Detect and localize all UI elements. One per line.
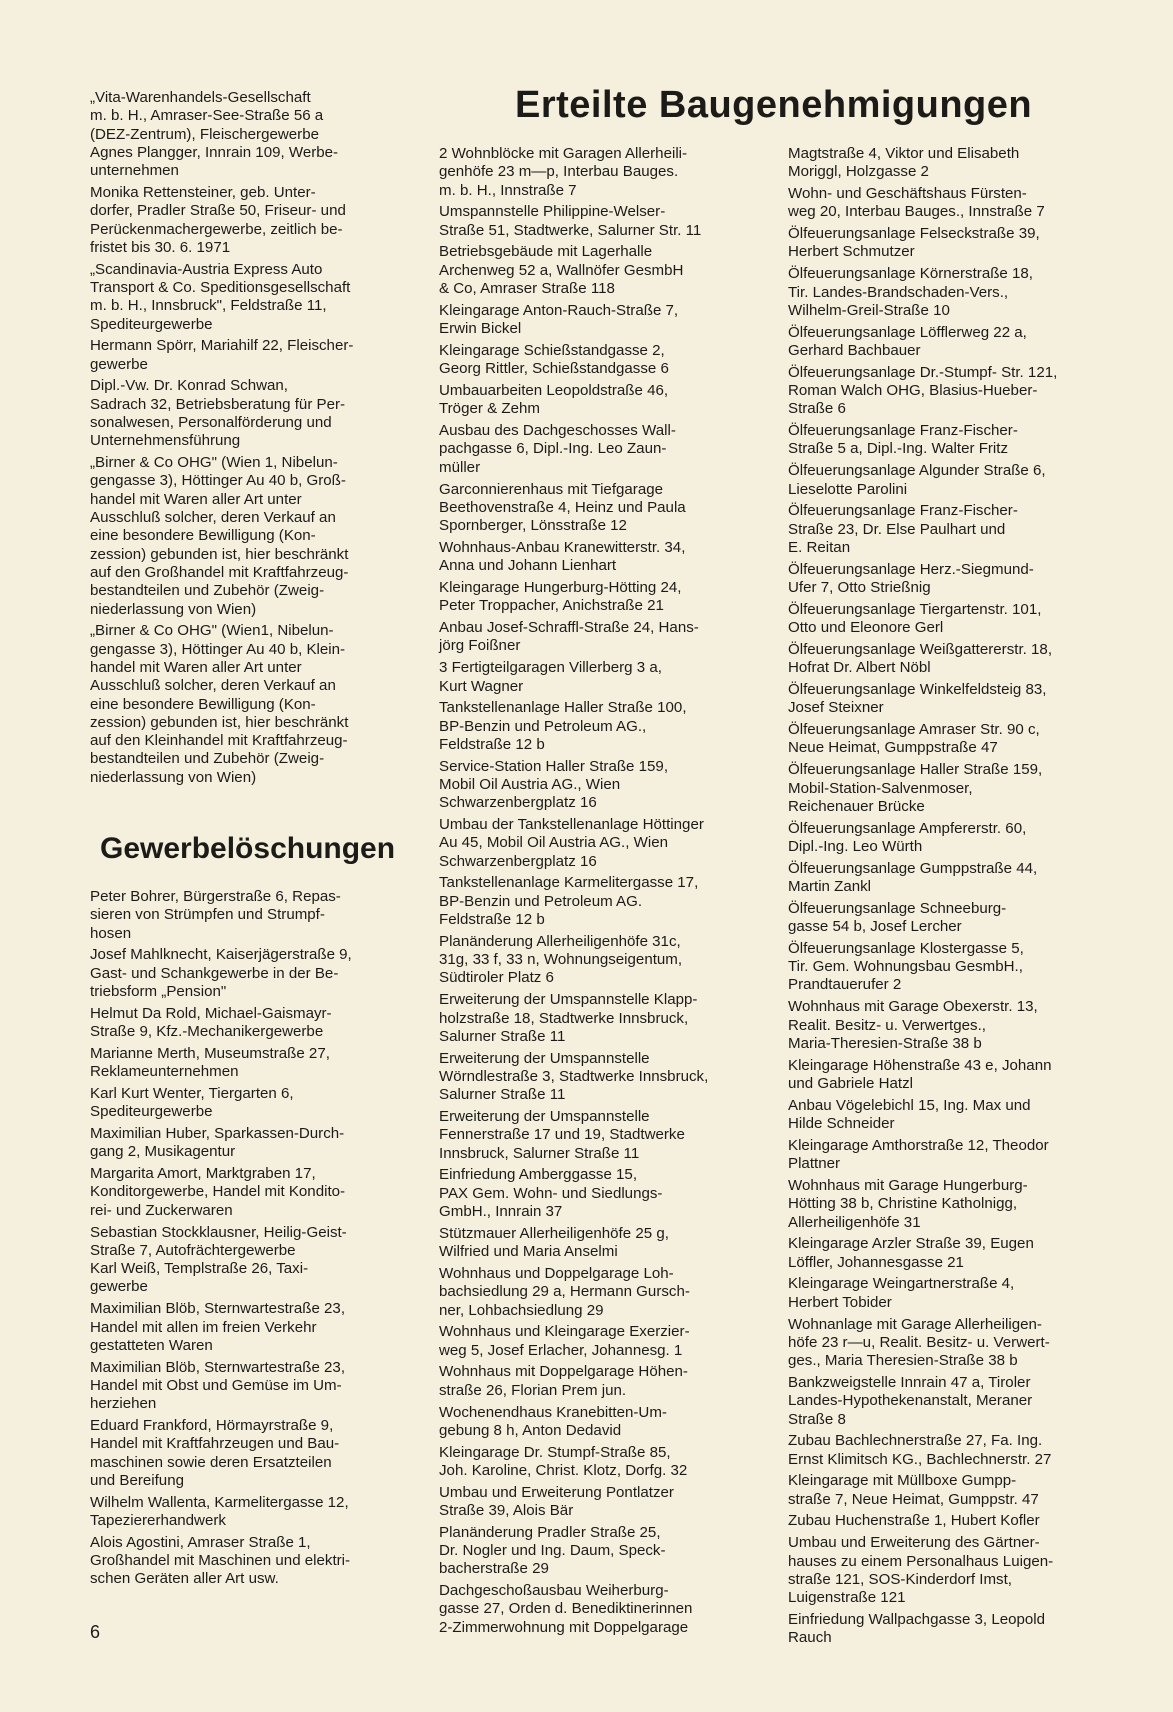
section-heading: Gewerbelöschungen: [100, 832, 396, 865]
list-item: Service-Station Haller Straße 159, Mobil Oil Austria AG., Wien Schwarzenbergplatz 16: [439, 757, 669, 812]
middle-column: [439, 145, 759, 1641]
list-item: Monika Rettensteiner, geb. Unter- dorfer, Pradler Straße 50, Friseur- und Perückenmachergewerbe, zeitlich be- fristet bis 30. 6. 1971: [90, 183, 346, 256]
list-item: Anbau Josef-Schraffl-Straße 24, Hans- jörg Foißner: [439, 619, 699, 655]
list-item: Ölfeuerungsanlage Schneeburg- gasse 54 b, Josef Lercher: [788, 899, 1007, 936]
list-item: Kleingarage mit Müllboxe Gumpp- straße 7, Neue Heimat, Gumppstr. 47: [788, 1472, 1039, 1508]
list-item: Ölfeuerungsanlage Algunder Straße 6, Lieselotte Parolini: [788, 462, 1046, 498]
list-item: Dipl.-Vw. Dr. Konrad Schwan, Sadrach 32, Betriebsberatung für Per- sonalwesen, Personalförderung und Unternehmensführung: [90, 377, 346, 450]
list-item: Ölfeuerungsanlage Körnerstraße 18, Tir. Landes-Brandschaden-Vers., Wilhelm-Greil-Straße 10: [788, 265, 1034, 319]
list-item: Wohnhaus mit Garage Obexerstr. 13, Realit. Besitz- u. Verwertges., Maria-Theresien-Straße 38 b: [788, 998, 1038, 1052]
list-item: Kleingarage Dr. Stumpf-Straße 85, Joh. Karoline, Christ. Klotz, Dorfg. 32: [439, 1443, 688, 1479]
list-item: Umbau und Erweiterung des Gärtner- hauses zu einem Personalhaus Luigen- straße 121, SOS-Kinderdorf Imst, Luigenstraße 121: [788, 1534, 1054, 1607]
list-item: Ölfeuerungsanlage Klostergasse 5, Tir. Gem. Wohnungsbau GesmbH., Prandtauerufer 2: [788, 939, 1024, 994]
list-item: „Birner & Co OHG" (Wien 1, Nibelun- gengasse 3), Höttinger Au 40 b, Groß- handel mit Waren aller Art unter Ausschluß solcher, deren Verkauf an eine besondere Bewilligung (Kon- zession) gebunden ist, hier beschränkt auf den Großhandel mit Kraftfahrzeug- bestandteilen und Zubehör (Zweig- niederlassung von Wien): [90, 454, 349, 618]
list-item: Wohnhaus-Anbau Kranewitterstr. 34, Anna und Johann Lienhart: [439, 538, 686, 575]
list-item: Einfriedung Amberggasse 15, PAX Gem. Wohn- und Siedlungs- GmbH., Innrain 37: [439, 1166, 663, 1221]
list-item: Marianne Merth, Museumstraße 27, Reklameunternehmen: [90, 1044, 330, 1081]
list-item: Kleingarage Arzler Straße 39, Eugen Löffler, Johannesgasse 21: [788, 1235, 1034, 1271]
list-item: Kleingarage Amthorstraße 12, Theodor Plattner: [788, 1136, 1049, 1173]
list-item: Kleingarage Schießstandgasse 2, Georg Rittler, Schießstandgasse 6: [439, 341, 669, 378]
list-item: Ölfeuerungsanlage Felseckstraße 39, Herbert Schmutzer: [788, 225, 1040, 261]
list-item: Kleingarage Anton-Rauch-Straße 7, Erwin Bickel: [439, 301, 679, 338]
list-item: Dachgeschoßausbau Weiherburg- gasse 27, Orden d. Benediktinerinnen 2-Zimmerwohnung mit Doppelgarage: [439, 1582, 693, 1636]
list-item: Maximilian Blöb, Sternwartestraße 23, Handel mit Obst und Gemüse im Um- herziehen: [90, 1358, 346, 1413]
list-item: Wilhelm Wallenta, Karmelitergasse 12, Tapeziererhandwerk: [90, 1493, 349, 1529]
left-column-bottom: [90, 888, 410, 1592]
list-item: Ölfeuerungsanlage Franz-Fischer- Straße 5 a, Dipl.-Ing. Walter Fritz: [788, 422, 1018, 458]
list-item: Peter Bohrer, Bürgerstraße 6, Repas- sieren von Strümpfen und Strumpf- hosen: [90, 888, 341, 942]
list-item: Umbauarbeiten Leopoldstraße 46, Tröger & Zehm: [439, 382, 669, 418]
list-item: Tankstellenanlage Karmelitergasse 17, BP-Benzin und Petroleum AG. Feldstraße 12 b: [439, 874, 699, 929]
list-item: Ölfeuerungsanlage Weißgattererstr. 18, Hofrat Dr. Albert Nöbl: [788, 640, 1053, 677]
list-item: Hermann Spörr, Mariahilf 22, Fleischer- gewerbe: [90, 337, 354, 373]
list-item: Wohnhaus und Doppelgarage Loh- bachsiedlung 29 a, Hermann Gursch- ner, Lohbachsiedlung 29: [439, 1264, 690, 1319]
page-number: 6: [90, 1622, 101, 1642]
list-item: Wohnanlage mit Garage Allerheiligen- höfe 23 r—u, Realit. Besitz- u. Verwert- ges., Maria Theresien-Straße 38 b: [788, 1315, 1050, 1370]
list-item: Betriebsgebäude mit Lagerhalle Archenweg 52 a, Wallnöfer GesmbH & Co, Amraser Straße 118: [439, 243, 684, 298]
list-item: Umbau der Tankstellenanlage Höttinger Au 45, Mobil Oil Austria AG., Wien Schwarzenbergplatz 16: [439, 816, 704, 870]
list-item: Helmut Da Rold, Michael-Gaismayr- Straße 9, Kfz.-Mechanikergewerbe: [90, 1004, 332, 1041]
list-item: Karl Kurt Wenter, Tiergarten 6, Spediteurgewerbe: [90, 1084, 294, 1121]
list-item: Umbau und Erweiterung Pontlatzer Straße 39, Alois Bär: [439, 1483, 674, 1519]
list-item: Kleingarage Weingartnerstraße 4, Herbert Tobider: [788, 1275, 1015, 1311]
list-item: Ölfeuerungsanlage Amraser Str. 90 c, Neue Heimat, Gumppstraße 47: [788, 721, 1040, 757]
list-item: Planänderung Allerheiligenhöfe 31c, 31g, 33 f, 33 n, Wohnungseigentum, Südtiroler Platz 6: [439, 932, 683, 987]
list-item: Umspannstelle Philippine-Welser- Straße 51, Stadtwerke, Salurner Str. 11: [439, 203, 702, 239]
list-item: Erweiterung der Umspannstelle Wörndlestraße 3, Stadtwerke Innsbruck, Salurner Straße 11: [439, 1049, 709, 1104]
list-item: Stützmauer Allerheiligenhöfe 25 g, Wilfried und Maria Anselmi: [439, 1224, 669, 1261]
list-item: Zubau Bachlechnerstraße 27, Fa. Ing. Ernst Klimitsch KG., Bachlechnerstr. 27: [788, 1432, 1052, 1468]
list-item: Ausbau des Dachgeschosses Wall- pachgasse 6, Dipl.-Ing. Leo Zaun- müller: [439, 422, 676, 476]
list-item: Zubau Huchenstraße 1, Hubert Kofler: [788, 1512, 1040, 1530]
left-column-top: [90, 89, 410, 790]
list-item: Sebastian Stockklausner, Heilig-Geist- Straße 7, Autofrächtergewerbe Karl Weiß, Templstraße 26, Taxi- gewerbe: [90, 1223, 347, 1296]
list-item: Alois Agostini, Amraser Straße 1, Großhandel mit Maschinen und elektri- schen Geräten aller Art usw.: [90, 1533, 351, 1588]
list-item: Ölfeuerungsanlage Franz-Fischer- Straße 23, Dr. Else Paulhart und E. Reitan: [788, 502, 1018, 556]
list-item: Wohnhaus mit Garage Hungerburg- Hötting 38 b, Christine Katholnigg, Allerheiligenhöfe 31: [788, 1176, 1028, 1231]
list-item: Josef Mahlknecht, Kaiserjägerstraße 9, Gast- und Schankgewerbe in der Be- triebsform „Pension": [90, 946, 352, 1000]
list-item: Maximilian Huber, Sparkassen-Durch- gang 2, Musikagentur: [90, 1125, 345, 1161]
list-item: Kleingarage Höhenstraße 43 e, Johann und Gabriele Hatzl: [788, 1056, 1052, 1092]
list-item: Ölfeuerungsanlage Dr.-Stumpf- Str. 121, Roman Walch OHG, Blasius-Hueber- Straße 6: [788, 363, 1058, 418]
list-item: Wohn- und Geschäftshaus Fürsten- weg 20, Interbau Bauges., Innstraße 7: [788, 185, 1045, 221]
list-item: Erweiterung der Umspannstelle Klapp- holzstraße 18, Stadtwerke Innsbruck, Salurner Straße 11: [439, 991, 698, 1045]
page-title: Erteilte Baugenehmigungen: [515, 84, 1033, 126]
right-column: [788, 145, 1108, 1651]
list-item: Anbau Vögelebichl 15, Ing. Max und Hilde Schneider: [788, 1096, 1031, 1133]
list-item: 3 Fertigteilgaragen Villerberg 3 a, Kurt Wagner: [439, 659, 662, 695]
list-item: Kleingarage Hungerburg-Hötting 24, Peter Troppacher, Anichstraße 21: [439, 579, 682, 615]
list-item: Ölfeuerungsanlage Haller Straße 159, Mobil-Station-Salvenmoser, Reichenauer Brücke: [788, 761, 1043, 815]
list-item: Tankstellenanlage Haller Straße 100, BP-Benzin und Petroleum AG., Feldstraße 12 b: [439, 699, 687, 753]
list-item: Planänderung Pradler Straße 25, Dr. Nogler und Ing. Daum, Speck- bacherstraße 29: [439, 1523, 666, 1578]
list-item: Ölfeuerungsanlage Gumppstraße 44, Martin Zankl: [788, 859, 1038, 895]
list-item: Garconnierenhaus mit Tiefgarage Beethovenstraße 4, Heinz und Paula Spornberger, Lönsstraße 12: [439, 480, 686, 535]
list-item: Einfriedung Wallpachgasse 3, Leopold Rauch: [788, 1610, 1046, 1647]
list-item: „Vita-Warenhandels-Gesellschaft m. b. H., Amraser-See-Straße 56 a (DEZ-Zentrum), Fleischergewerbe Agnes Plangger, Innrain 109, Werbe- unternehmen: [90, 89, 339, 180]
list-item: „Scandinavia-Austria Express Auto Transport & Co. Speditionsgesellschaft m. b. H., Innsbruck", Feldstraße 11, Spediteurgewerbe: [90, 260, 351, 333]
list-item: Magtstraße 4, Viktor und Elisabeth Moriggl, Holzgasse 2: [788, 145, 1020, 181]
list-item: Margarita Amort, Marktgraben 17, Konditorgewerbe, Handel mit Kondito- rei- und Zuckerwaren: [90, 1165, 346, 1219]
list-item: „Birner & Co OHG" (Wien1, Nibelun- gengasse 3), Höttinger Au 40 b, Klein- handel mit Waren aller Art unter Ausschluß solcher, deren Verkauf an eine besondere Bewilligung (Kon- zession) gebunden ist, hier beschränkt auf den Kleinhandel mit Kraftfahrzeug- bestandteilen und Zubehör (Zweig- niederlassung von Wien): [90, 622, 349, 786]
list-item: Ölfeuerungsanlage Ampfererstr. 60, Dipl.-Ing. Leo Würth: [788, 819, 1027, 855]
list-item: Wohnhaus und Kleingarage Exerzier- weg 5, Josef Erlacher, Johannesg. 1: [439, 1323, 690, 1359]
list-item: Maximilian Blöb, Sternwartestraße 23, Handel mit allen im freien Verkehr gestatteten Waren: [90, 1300, 346, 1354]
list-item: Ölfeuerungsanlage Winkelfeldsteig 83, Josef Steixner: [788, 681, 1047, 717]
list-item: Wohnhaus mit Doppelgarage Höhen- straße 26, Florian Prem jun.: [439, 1363, 688, 1399]
list-item: Ölfeuerungsanlage Tiergartenstr. 101, Otto und Eleonore Gerl: [788, 600, 1042, 637]
list-item: Ölfeuerungsanlage Löfflerweg 22 a, Gerhard Bachbauer: [788, 323, 1027, 359]
list-item: Erweiterung der Umspannstelle Fennerstraße 17 und 19, Stadtwerke Innsbruck, Salurner Straße 11: [439, 1108, 685, 1162]
list-item: Ölfeuerungsanlage Herz.-Siegmund- Ufer 7, Otto Strießnig: [788, 560, 1034, 597]
list-item: Wochenendhaus Kranebitten-Um- gebung 8 h, Anton Dedavid: [439, 1403, 667, 1439]
list-item: Bankzweigstelle Innrain 47 a, Tiroler Landes-Hypothekenanstalt, Meraner Straße 8: [788, 1373, 1033, 1428]
list-item: 2 Wohnblöcke mit Garagen Allerheili- genhöfe 23 m—p, Interbau Bauges. m. b. H., Innstraße 7: [439, 145, 688, 199]
list-item: Eduard Frankford, Hörmayrstraße 9, Handel mit Kraftfahrzeugen und Bau- maschinen sowie deren Ersatzteilen und Bereifung: [90, 1417, 340, 1489]
